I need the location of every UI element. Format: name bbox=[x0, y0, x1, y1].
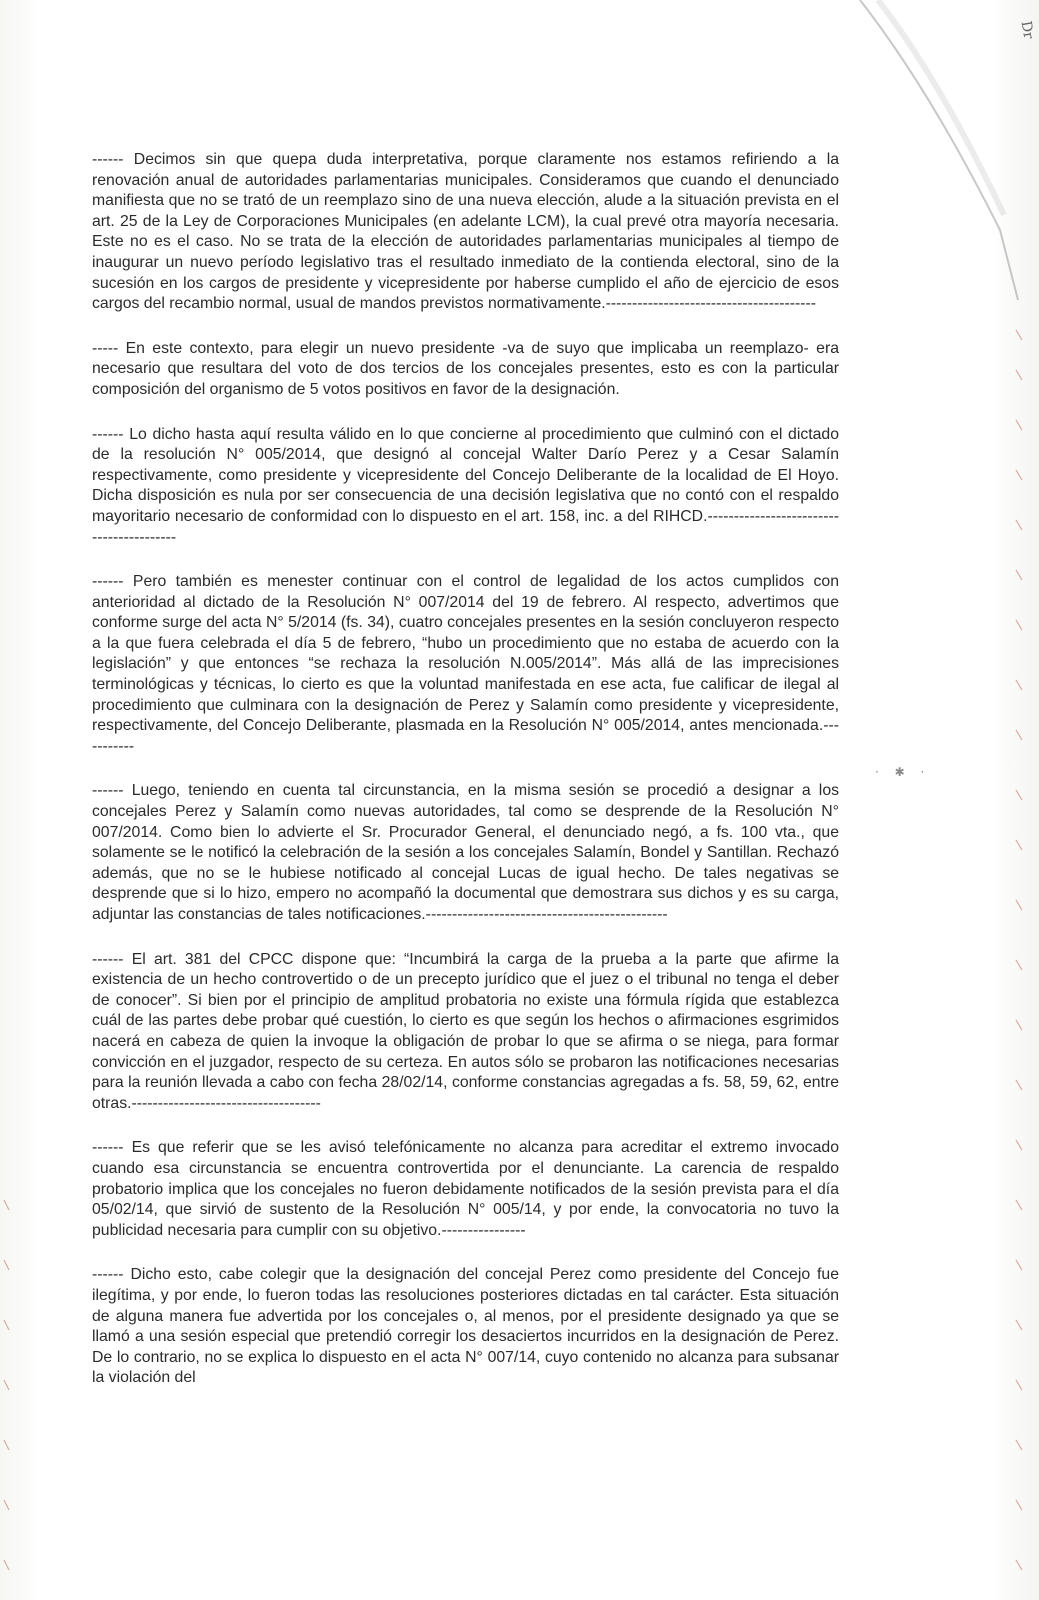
corner-handwritten-mark: Dr bbox=[1017, 19, 1037, 41]
paragraph-8: ------ Dicho esto, cabe colegir que la designación del concejal Perez como presidente del Concejo fue ilegítima, y por ende, lo fueron todas las resoluciones posteriores dictadas en tal carácter. Esta situación de alguna manera fue advertida por los concejales o, al menos, por el presidente designado ya que se llamó a una sesión especial que pretendió corregir los desaciertos incurridos en la designación de Perez. De lo contrario, no se explica lo dispuesto en el acta N° 007/14, cuyo contenido no alcanza para subsanar la violación del bbox=[92, 1266, 839, 1387]
paragraph-7: ------ Es que referir que se les avisó telefónicamente no alcanza para acreditar el extremo invocado cuando esa circunstancia se encuentra controvertida por el denunciante. La carencia de respaldo probatorio implica que los concejales no fueron debidamente notificados de la sesión prevista para el día 05/02/14, que sirvió de sustento de la Resolución N° 005/14, y por ende, la convocatoria no tuvo la publicidad necesaria para cumplir con su objetivo.---------------- bbox=[92, 1139, 839, 1239]
paragraph-1: ------ Decimos sin que quepa duda interpretativa, porque claramente nos estamos refiriendo a la renovación anual de autoridades parlamentarias municipales. Consideramos que cuando el denunciado manifiesta que no se trató de un reemplazo sino de una nueva elección, alude a la situación prevista en el art. 25 de la Ley de Corporaciones Municipales (en adelante LCM), la cual prevé otra mayoría necesaria. Este no es el caso. No se trata de la elección de autoridades parlamentarias municipales al tiempo de inaugurar un nuevo período legislativo tras el resultado inmediato de la contienda electoral, sino de la sucesión en los cargos de presidente y vicepresidente por haberse cumplido el año de ejercicio de esos cargos del recambio normal, usual de mandos previstos normativamente.---------------------------------------- bbox=[92, 151, 839, 313]
paragraph-5: ------ Luego, teniendo en cuenta tal circunstancia, en la misma sesión se procedió a designar a los concejales Perez y Salamín como nuevas autoridades, tal como se desprende de la Resolución N° 007/2014. Como bien lo advierte el Sr. Procurador General, el denunciado negó, a fs. 100 vta., que solamente se le notificó la celebración de la sesión a los concejales Salamín, Bondel y Santillan. Rechazó además, que no se le hubiese notificado al concejal Lucas de igual hecho. De tales negativas se desprende que si lo hizo, empero no acompañó la documental que demostrara sus dichos y es su carga, adjuntar las constancias de tales notificaciones.---------------------------------------------- bbox=[92, 782, 839, 923]
scan-smudge: · ✱ · bbox=[875, 765, 931, 779]
paragraph-2: ----- En este contexto, para elegir un nuevo presidente -va de suyo que implicaba un reemplazo- era necesario que resultara del voto de dos tercios de los concejales presentes, esto es con la particular composición del organismo de 5 votos positivos en favor de la designación. bbox=[92, 339, 839, 398]
paragraph-3: ------ Lo dicho hasta aquí resulta válido en lo que concierne al procedimiento que culminó con el dictado de la resolución N° 005/2014, que designó al concejal Walter Darío Perez y a Cesar Salamín respectivamente, como presidente y vicepresidente del Concejo Deliberante de la localidad de El Hoyo. Dicha disposición es nula por ser consecuencia de una decisión legislativa que no contó con el respaldo mayoritario necesario de conformidad con lo dispuesto en el art. 158, inc. a del RIHCD.----------------------------------------- bbox=[92, 425, 839, 546]
paragraph-6: ------ El art. 381 del CPCC dispone que: “Incumbirá la carga de la prueba a la parte que afirme la existencia de un hecho controvertido o de un precepto jurídico que el juez o el tribunal no tenga el deber de conocer”. Si bien por el principio de amplitud probatoria no existe una fórmula rígida que establezca cuál de las partes debe probar qué cuestión, lo cierto es que según los hechos o afirmaciones esgrimidos nacerá en cabeza de quien la invoque la obligación de probar lo que se afirma o se niega, para formar convicción en el juzgador, respecto de su certeza. En autos sólo se probaron las notificaciones necesarias para la reunión llevada a cabo con fecha 28/02/14, conforme constancias agregadas a fs. 58, 59, 62, entre otras.------------------------------------ bbox=[92, 950, 839, 1112]
document-body bbox=[92, 150, 839, 1389]
paragraph-4: ------ Pero también es menester continuar con el control de legalidad de los actos cumplidos con anterioridad al dictado de la Resolución N° 007/2014 del 19 de febrero. Al respecto, advertimos que conforme surge del acta N° 5/2014 (fs. 34), cuatro concejales presentes en la sesión concluyeron respecto a la que fuera celebrada el día 5 de febrero, “hubo un procedimiento que no estaba de acuerdo con la legislación” y que entonces “se rechaza la resolución N.005/2014”. Más allá de las imprecisiones terminológicas y técnicas, lo cierto es que la voluntad manifestada en ese acta, fue calificar de ilegal al procedimiento que culminara con la designación de Perez y Salamín como presidente y vicepresidente, respectivamente, del Concejo Deliberante, plasmada en la Resolución N° 005/2014, antes mencionada.----------- bbox=[92, 573, 839, 755]
